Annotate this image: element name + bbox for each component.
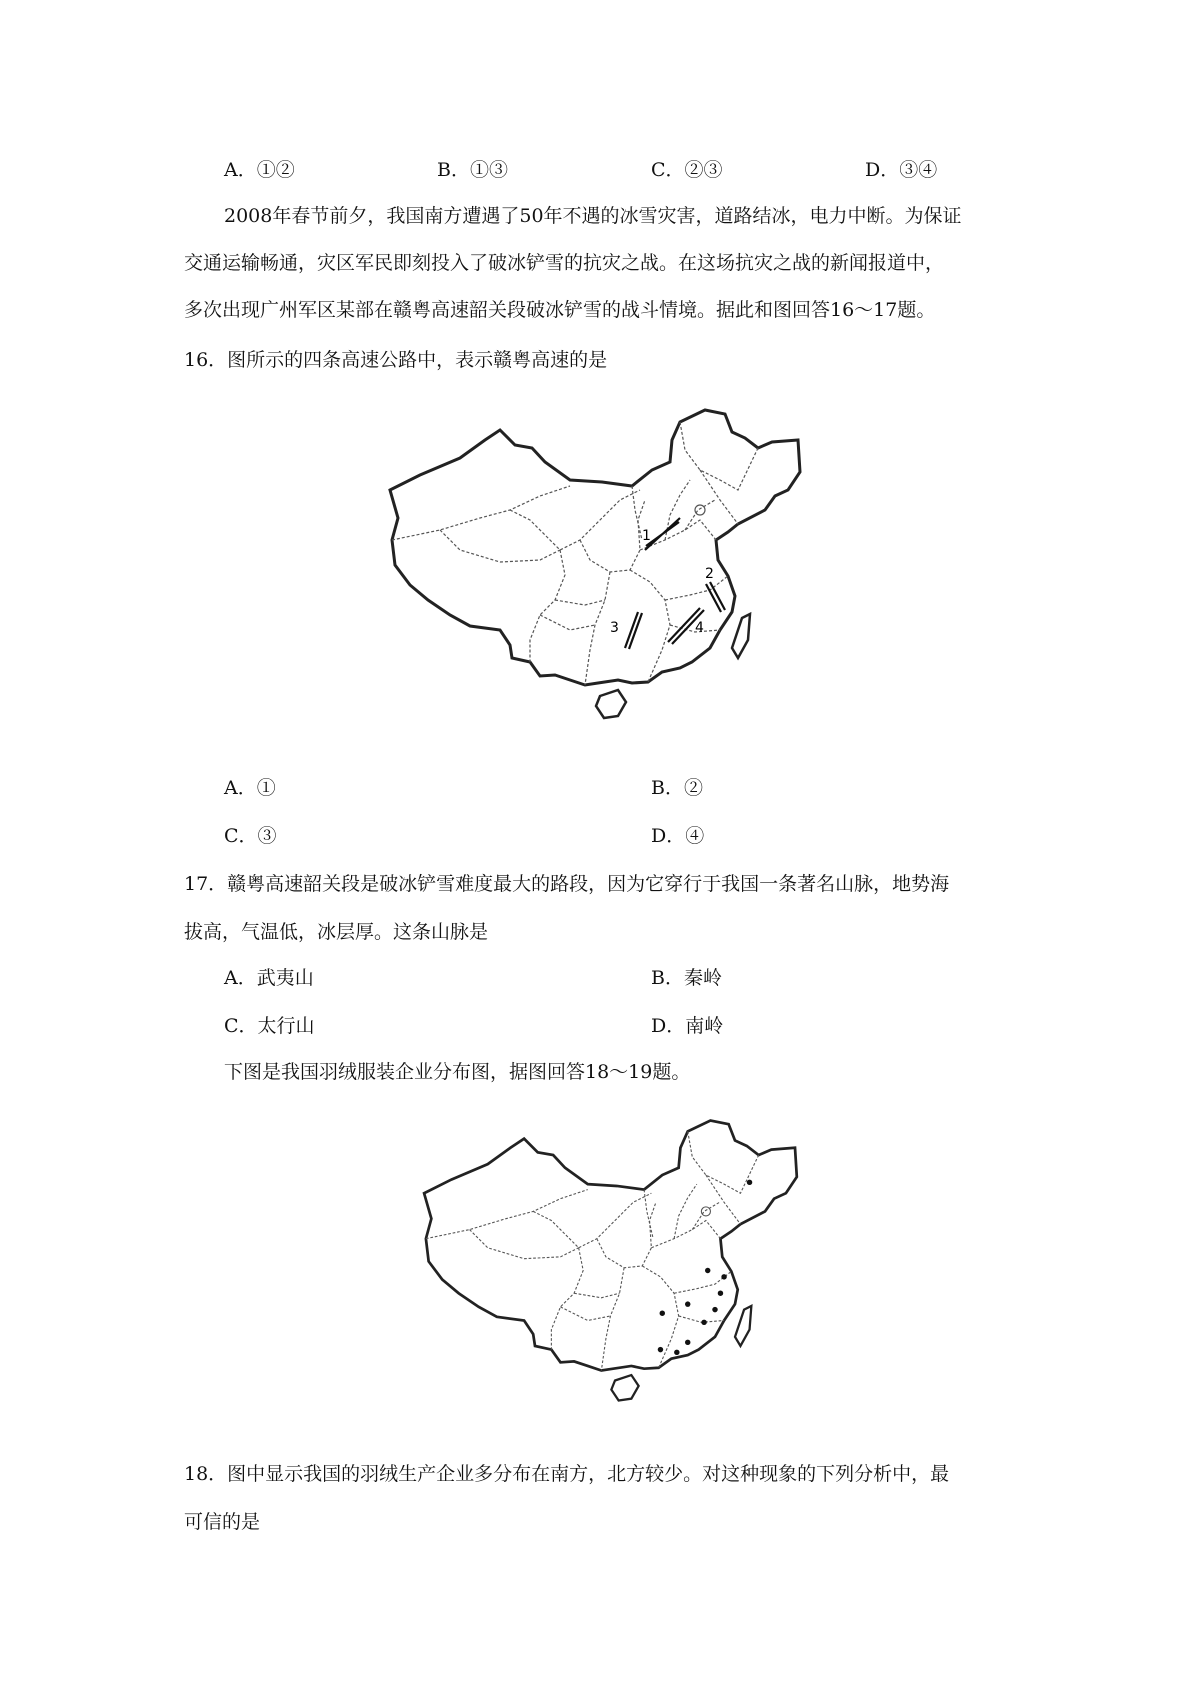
enterprise-dot bbox=[712, 1307, 717, 1312]
enterprise-dot bbox=[701, 1320, 706, 1325]
china-highway-map-svg bbox=[380, 400, 820, 750]
taiwan-outline bbox=[732, 614, 750, 658]
passage1-line-3: 多次出现广州军区某部在赣粤高速韶关段破冰铲雪的战斗情境。据此和图回答16～17题。 bbox=[184, 299, 936, 321]
beijing-marker-2 bbox=[701, 1207, 710, 1216]
q16-option-a: A．① bbox=[224, 777, 276, 799]
highway-marker-2: 2 bbox=[705, 566, 714, 582]
q15-option-a: A．①② bbox=[224, 159, 295, 181]
enterprise-dot bbox=[660, 1311, 665, 1316]
q17-stem-line-2: 拔高，气温低，冰层厚。这条山脉是 bbox=[184, 921, 489, 943]
highway-3 bbox=[625, 612, 642, 649]
q18-stem-line-2: 可信的是 bbox=[184, 1511, 261, 1533]
enterprise-dot bbox=[747, 1180, 752, 1185]
highway-2 bbox=[706, 582, 725, 612]
q15-option-c: C．②③ bbox=[651, 159, 723, 181]
china-down-enterprise-map bbox=[415, 1108, 815, 1433]
q16-option-c: C．③ bbox=[224, 825, 277, 847]
q18-stem-line-1: 18．图中显示我国的羽绒生产企业多分布在南方，北方较少。对这种现象的下列分析中，最 bbox=[184, 1463, 950, 1485]
china-highway-map bbox=[380, 400, 820, 750]
hainan-outline bbox=[596, 690, 626, 718]
province-boundaries bbox=[392, 422, 758, 685]
q17-option-b: B．秦岭 bbox=[651, 967, 722, 989]
highway-marker-1: 1 bbox=[642, 528, 651, 544]
q15-option-d: D．③④ bbox=[865, 159, 938, 181]
enterprise-dot bbox=[685, 1301, 690, 1306]
q16-option-b: B．② bbox=[651, 777, 703, 799]
highway-lines bbox=[625, 518, 725, 649]
china-down-enterprise-map-svg bbox=[415, 1108, 815, 1433]
q15-option-b: B．①③ bbox=[437, 159, 508, 181]
enterprise-dot bbox=[685, 1340, 690, 1345]
hainan-outline-2 bbox=[611, 1375, 638, 1400]
q17-stem-line-1: 17．赣粤高速韶关段是破冰铲雪难度最大的路段，因为它穿行于我国一条著名山脉，地势海 bbox=[184, 873, 950, 895]
province-boundaries-2 bbox=[426, 1131, 759, 1370]
highway-marker-4: 4 bbox=[695, 620, 704, 636]
enterprise-dot bbox=[718, 1291, 723, 1296]
q16-option-d: D．④ bbox=[651, 825, 705, 847]
passage1-line-1: 2008年春节前夕，我国南方遭遇了50年不遇的冰雪灾害，道路结冰，电力中断。为保证 bbox=[224, 205, 962, 227]
taiwan-outline-2 bbox=[735, 1306, 751, 1346]
q17-option-d: D．南岭 bbox=[651, 1015, 724, 1037]
q17-option-c: C．太行山 bbox=[224, 1015, 315, 1037]
enterprise-dot bbox=[674, 1350, 679, 1355]
enterprise-dot bbox=[658, 1347, 663, 1352]
enterprise-dot bbox=[721, 1274, 726, 1279]
beijing-marker bbox=[695, 505, 705, 515]
china-outline-2 bbox=[424, 1121, 797, 1371]
china-outline bbox=[390, 410, 800, 685]
q16-stem: 16．图所示的四条高速公路中，表示赣粤高速的是 bbox=[184, 349, 608, 371]
passage1-line-2: 交通运输畅通，灾区军民即刻投入了破冰铲雪的抗灾之战。在这场抗灾之战的新闻报道中， bbox=[184, 252, 945, 274]
q17-option-a: A．武夷山 bbox=[224, 967, 314, 989]
enterprise-dot bbox=[705, 1268, 710, 1273]
highway-marker-3: 3 bbox=[610, 620, 619, 636]
passage2: 下图是我国羽绒服装企业分布图，据图回答18～19题。 bbox=[224, 1061, 691, 1083]
